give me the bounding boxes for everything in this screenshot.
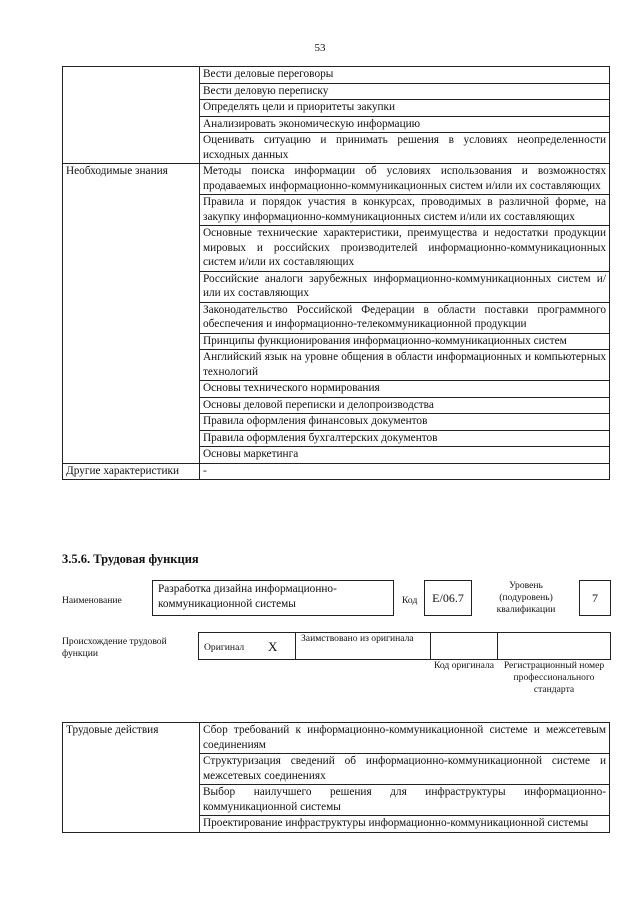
code-box: [424, 580, 472, 616]
knowledge-item: Правила оформления финансовых документов: [200, 414, 610, 431]
divider: [295, 632, 296, 659]
code-label: Код: [402, 595, 418, 606]
function-name: Разработка дизайна информационно-коммуникационной системы: [158, 583, 337, 610]
knowledge-item: Основы деловой переписки и делопроизводства: [200, 397, 610, 414]
action-item: Выбор наилучшего решения для инфраструктуры информационно-коммуникационной системы: [200, 785, 610, 816]
knowledge-item: Принципы функционирования информационно-коммуникационных систем: [200, 333, 610, 350]
level-box: [579, 580, 611, 616]
skills-label-cell: [63, 67, 200, 164]
table-row: [63, 463, 610, 480]
knowledge-item: Методы поиска информации об условиях использования и возможностях продаваемых информационно-коммуникационных систем и/или их составляющих: [200, 164, 610, 195]
skill-item: Вести деловую переписку: [200, 83, 610, 100]
competency-table: [62, 66, 610, 480]
knowledge-item: Правила оформления бухгалтерских документов: [200, 430, 610, 447]
code-value: E/06.7: [432, 591, 464, 605]
level-label: Уровень (подуровень) квалификации: [496, 580, 556, 615]
divider: [497, 632, 498, 659]
section-title: 3.5.6. Трудовая функция: [62, 552, 199, 566]
knowledge-item: Российские аналоги зарубежных информационно-коммуникационных систем и/или их составляющих: [200, 271, 610, 302]
registration-number-caption: Регистрационный номер профессионального стандарта: [503, 660, 605, 695]
skill-item: Вести деловые переговоры: [200, 67, 610, 84]
table-row: [63, 67, 610, 84]
name-label: Наименование: [62, 595, 122, 606]
knowledge-item: Правила и порядок участия в конкурсах, проводимых в различной форме, на закупку информационно-коммуникационных систем и/или их составляющих: [200, 195, 610, 226]
knowledge-item: Основы маркетинга: [200, 447, 610, 464]
code-original-caption: Код оригинала: [433, 660, 495, 671]
skill-item: Оценивать ситуацию и принимать решения в условиях неопределенности исходных данных: [200, 133, 610, 164]
knowledge-item: Основы технического нормирования: [200, 381, 610, 398]
knowledge-item: Основные технические характеристики, преимущества и недостатки продукции мировых и российских производителей информационно-коммуникационных систем и/или их составляющих: [200, 226, 610, 272]
name-box: [152, 580, 394, 616]
knowledge-item: Английский язык на уровне общения в области информационных и компьютерных технологий: [200, 350, 610, 381]
original-label: Оригинал: [204, 642, 245, 653]
knowledge-item: Законодательство Российской Федерации в области поставки программного обеспечения и информационно-телекоммуникационной продукции: [200, 302, 610, 333]
original-mark: X: [268, 639, 278, 654]
skill-item: Анализировать экономическую информацию: [200, 116, 610, 133]
other-characteristics-value: -: [200, 463, 610, 480]
skill-item: Определять цели и приоритеты закупки: [200, 100, 610, 117]
action-item: Структуризация сведений об информационно-коммуникационной системе и межсетевых соединениях: [200, 754, 610, 785]
page-number: 53: [314, 42, 326, 54]
origin-label: Происхождение трудовой функции: [62, 636, 167, 659]
borrowed-label: Заимствовано из оригинала: [301, 633, 414, 644]
table-row: [63, 164, 610, 195]
table-row: [63, 723, 610, 754]
action-item: Сбор требований к информационно-коммуникационной системе и межсетевым соединениям: [200, 723, 610, 754]
divider: [430, 632, 431, 659]
level-value: 7: [592, 591, 598, 605]
action-item: Проектирование инфраструктуры информационно-коммуникационной системы: [200, 816, 610, 833]
labor-actions-table: [62, 722, 610, 833]
actions-label: Трудовые действия: [63, 723, 200, 833]
other-characteristics-label: Другие характеристики: [63, 463, 200, 480]
knowledge-label: Необходимые знания: [63, 164, 200, 464]
